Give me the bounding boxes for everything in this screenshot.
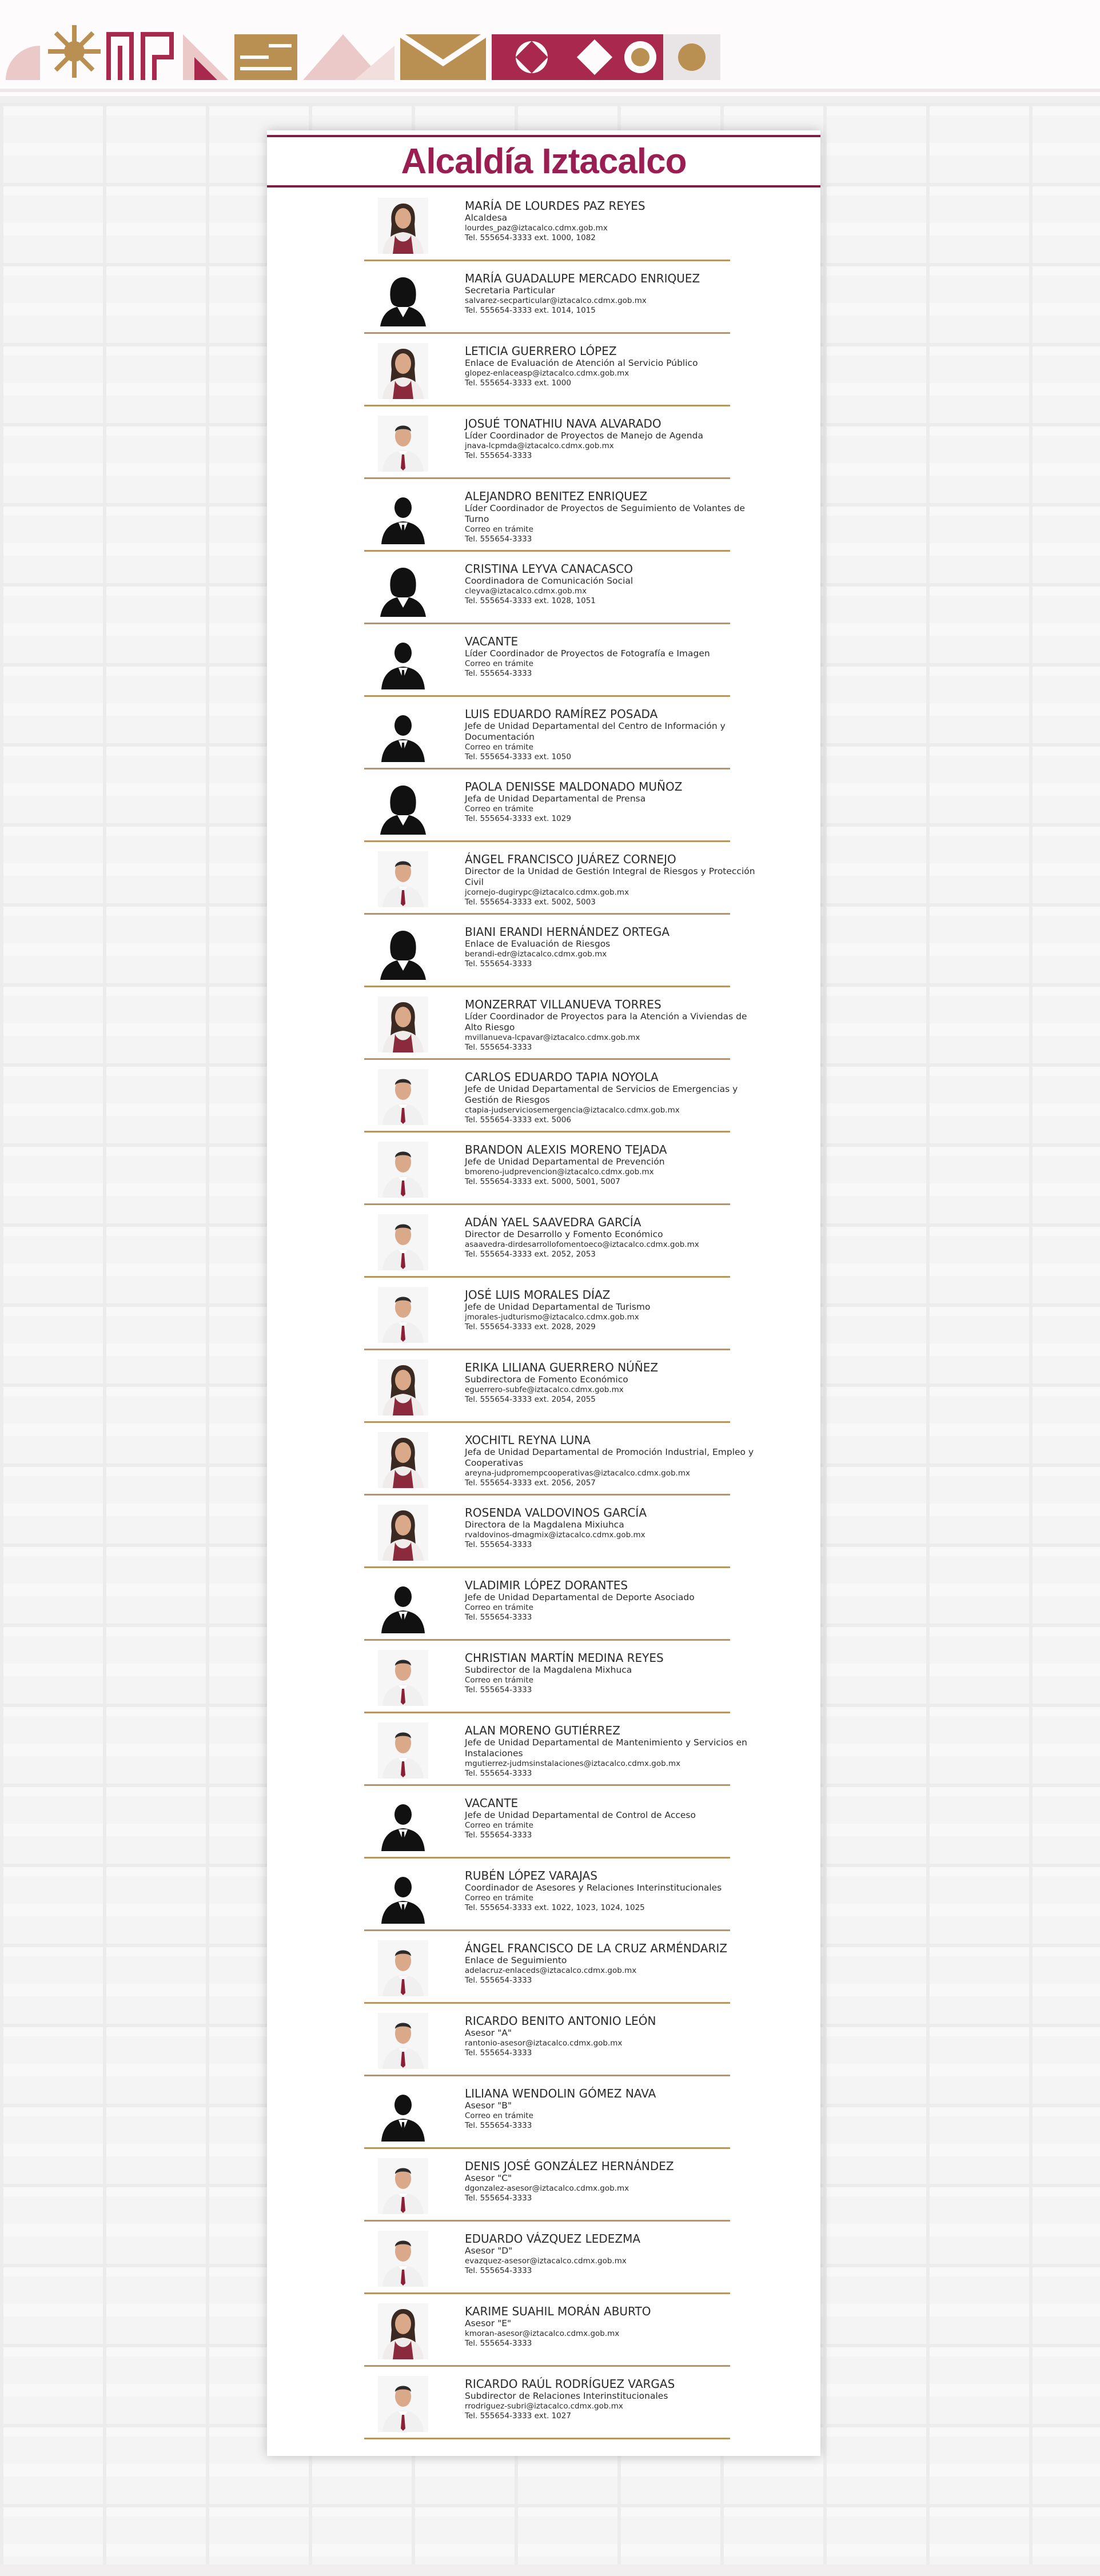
official-info <box>465 2304 762 2348</box>
footer-band <box>0 2565 1100 2576</box>
official-entry <box>364 624 730 697</box>
portrait-photo <box>378 2376 428 2432</box>
official-email[interactable]: kmoran-asesor@iztacalco.cdmx.gob.mx <box>465 2329 620 2338</box>
official-name: LUIS EDUARDO RAMÍREZ POSADA <box>465 707 658 721</box>
official-phone: Tel. 555654-3333 ext. 1029 <box>465 814 571 823</box>
official-role: Enlace de Seguimiento <box>465 1955 567 1965</box>
official-email[interactable]: Correo en trámite <box>465 2111 533 2120</box>
official-photo <box>378 561 428 617</box>
official-phone: Tel. 555654-3333 ext. 1050 <box>465 752 571 761</box>
official-name: MONZERRAT VILLANUEVA TORRES <box>465 998 661 1011</box>
official-photo <box>378 343 428 399</box>
official-photo <box>378 1868 428 1924</box>
portrait-photo <box>378 1287 428 1343</box>
portrait-photo <box>378 996 428 1052</box>
official-info <box>465 1143 762 1187</box>
official-photo <box>378 2303 428 2359</box>
official-role: Subdirectora de Fomento Económico <box>465 1374 628 1385</box>
official-role: Asesor "B" <box>465 2100 512 2111</box>
official-photo <box>378 996 428 1052</box>
female-silhouette-icon <box>378 561 428 617</box>
official-entry <box>364 1133 730 1205</box>
official-phone: Tel. 555654-3333 ext. 5000, 5001, 5007 <box>465 1177 620 1186</box>
official-photo <box>378 706 428 762</box>
official-name: CARLOS EDUARDO TAPIA NOYOLA <box>465 1070 659 1084</box>
official-entry <box>364 1786 730 1859</box>
male-silhouette-icon <box>378 633 428 689</box>
official-phone: Tel. 555654-3333 <box>465 2266 532 2275</box>
official-photo <box>378 851 428 907</box>
official-role: Jefa de Unidad Departamental de Promoción Industrial, Empleo y Cooperativas <box>465 1447 754 1468</box>
official-phone: Tel. 555654-3333 ext. 1027 <box>465 2411 571 2421</box>
official-photo <box>378 1142 428 1198</box>
official-info <box>465 1869 762 1913</box>
official-email[interactable]: jnava-lcpmda@iztacalco.cdmx.gob.mx <box>465 441 614 450</box>
official-name: RICARDO BENITO ANTONIO LEÓN <box>465 2014 656 2028</box>
official-email[interactable]: berandi-edr@iztacalco.cdmx.gob.mx <box>465 950 607 959</box>
official-phone: Tel. 555654-3333 <box>465 535 532 544</box>
portrait-photo <box>378 2303 428 2359</box>
official-photo <box>378 1287 428 1343</box>
official-email[interactable]: Correo en trámite <box>465 1676 533 1685</box>
official-role: Jefe de Unidad Departamental de Prevención <box>465 1157 665 1167</box>
official-entry <box>364 1859 730 1931</box>
official-role: Asesor "A" <box>465 2028 512 2038</box>
official-entry <box>364 1641 730 1713</box>
official-entry <box>364 1713 747 1786</box>
official-role: Jefa de Unidad Departamental de Prensa <box>465 793 646 804</box>
male-silhouette-icon <box>378 2085 428 2142</box>
portrait-photo <box>378 1432 428 1488</box>
official-photo <box>378 2158 428 2214</box>
banner-pattern <box>0 0 1100 86</box>
official-role: Líder Coordinador de Proyectos de Fotografía e Imagen <box>465 648 710 659</box>
official-info <box>465 2014 762 2058</box>
official-role: Subdirector de Relaciones Interinstitucionales <box>465 2391 668 2401</box>
official-role: Jefe de Unidad Departamental de Deporte Asociado <box>465 1592 695 1602</box>
official-photo <box>378 924 428 980</box>
official-email[interactable]: Correo en trámite <box>465 1603 533 1612</box>
portrait-photo <box>378 416 428 472</box>
official-name: VACANTE <box>465 1796 519 1810</box>
official-entry <box>364 406 730 479</box>
male-silhouette-icon <box>378 1868 428 1924</box>
portrait-photo <box>378 2158 428 2214</box>
official-info <box>465 2232 762 2276</box>
portrait-photo <box>378 1722 428 1779</box>
official-email[interactable]: mvillanueva-lcpavar@iztacalco.cdmx.gob.mx <box>465 1033 640 1042</box>
female-silhouette-icon <box>378 270 428 326</box>
official-photo <box>378 1722 428 1779</box>
official-email[interactable]: jmorales-judturismo@iztacalco.cdmx.gob.mx <box>465 1313 639 1322</box>
official-phone: Tel. 555654-3333 <box>465 1769 532 1778</box>
official-photo <box>378 488 428 544</box>
official-name: ALEJANDRO BENITEZ ENRIQUEZ <box>465 489 648 503</box>
official-entry <box>364 2222 730 2294</box>
official-phone: Tel. 555654-3333 <box>465 2339 532 2348</box>
official-email[interactable]: glopez-enlaceasp@iztacalco.cdmx.gob.mx <box>465 369 629 378</box>
portrait-photo <box>378 2231 428 2287</box>
official-photo <box>378 416 428 472</box>
official-phone: Tel. 555654-3333 <box>465 959 532 968</box>
official-phone: Tel. 555654-3333 <box>465 1831 532 1840</box>
official-phone: Tel. 555654-3333 <box>465 1685 532 1694</box>
official-photo <box>378 2085 428 2142</box>
portrait-photo <box>378 1214 428 1270</box>
official-phone: Tel. 555654-3333 ext. 2054, 2055 <box>465 1395 596 1404</box>
official-phone: Tel. 555654-3333 ext. 5006 <box>465 1115 571 1124</box>
official-name: ÁNGEL FRANCISCO JUÁREZ CORNEJO <box>465 852 676 866</box>
official-entry <box>364 2149 730 2222</box>
official-info <box>465 199 762 243</box>
official-entry <box>364 479 745 552</box>
official-name: BIANI ERANDI HERNÁNDEZ ORTEGA <box>465 925 670 939</box>
official-photo <box>378 1069 428 1125</box>
official-name: MARÍA GUADALUPE MERCADO ENRIQUEZ <box>465 272 700 285</box>
official-role: Jefe de Unidad Departamental de Mantenimiento y Servicios en Instalaciones <box>465 1737 747 1758</box>
official-role: Jefe de Unidad Departamental de Servicios de Emergencias y Gestión de Riesgos <box>465 1084 738 1105</box>
official-entry <box>364 2076 730 2149</box>
official-name: EDUARDO VÁZQUEZ LEDEZMA <box>465 2232 641 2246</box>
official-info <box>465 1578 762 1622</box>
portrait-photo <box>378 198 428 254</box>
official-email[interactable]: Correo en trámite <box>465 804 533 814</box>
official-email[interactable]: mgutierrez-judmsinstalaciones@iztacalco.cdmx.gob.mx <box>465 1759 681 1768</box>
title-rule-bottom <box>267 185 820 188</box>
official-phone: Tel. 555654-3333 ext. 5002, 5003 <box>465 898 596 907</box>
official-photo <box>378 1432 428 1488</box>
official-phone: Tel. 555654-3333 ext. 2056, 2057 <box>465 1478 596 1488</box>
official-email[interactable]: rvaldovinos-dmagmix@iztacalco.cdmx.gob.mx <box>465 1530 645 1540</box>
portrait-photo <box>378 1359 428 1415</box>
title-rule-top <box>267 135 820 137</box>
officials-list <box>364 189 755 2439</box>
official-role: Asesor "C" <box>465 2173 512 2183</box>
portrait-photo <box>378 1940 428 1996</box>
official-email[interactable]: adelacruz-enlaceds@iztacalco.cdmx.gob.mx <box>465 1966 637 1975</box>
official-photo <box>378 270 428 326</box>
official-info <box>465 1506 762 1550</box>
official-name: ÁNGEL FRANCISCO DE LA CRUZ ARMÉNDARIZ <box>465 1941 728 1955</box>
official-email[interactable]: Correo en trámite <box>465 743 533 752</box>
official-phone: Tel. 555654-3333 <box>465 1613 532 1622</box>
official-info <box>465 2377 762 2421</box>
page-title: Alcaldía Iztacalco <box>401 142 687 181</box>
official-role: Líder Coordinador de Proyectos de Manejo de Agenda <box>465 430 703 441</box>
official-name: LETICIA GUERRERO LÓPEZ <box>465 344 617 358</box>
official-phone: Tel. 555654-3333 <box>465 2048 532 2057</box>
official-photo <box>378 633 428 689</box>
official-name: ALAN MORENO GUTIÉRREZ <box>465 1724 620 1737</box>
official-role: Enlace de Evaluación de Atención al Servicio Público <box>465 358 698 368</box>
official-role: Coordinadora de Comunicación Social <box>465 576 633 586</box>
official-phone: Tel. 555654-3333 ext. 1000 <box>465 378 571 388</box>
official-entry <box>364 261 730 334</box>
official-info <box>465 707 762 762</box>
official-name: PAOLA DENISSE MALDONADO MUÑOZ <box>465 780 683 793</box>
official-name: ADÁN YAEL SAAVEDRA GARCÍA <box>465 1215 641 1229</box>
official-name: CHRISTIAN MARTÍN MEDINA REYES <box>465 1651 664 1665</box>
official-photo <box>378 1214 428 1270</box>
official-name: MARÍA DE LOURDES PAZ REYES <box>465 199 645 213</box>
female-silhouette-icon <box>378 779 428 835</box>
official-photo <box>378 2376 428 2432</box>
official-photo <box>378 1650 428 1706</box>
portrait-photo <box>378 1505 428 1561</box>
official-info <box>465 417 762 461</box>
official-phone: Tel. 555654-3333 <box>465 2121 532 2130</box>
official-email[interactable]: Correo en trámite <box>465 525 533 534</box>
official-entry <box>364 1568 730 1641</box>
official-name: RICARDO RAÚL RODRÍGUEZ VARGAS <box>465 2377 675 2391</box>
official-phone: Tel. 555654-3333 ext. 2052, 2053 <box>465 1250 596 1259</box>
official-email[interactable]: jcornejo-dugirypc@iztacalco.cdmx.gob.mx <box>465 888 629 897</box>
official-email[interactable]: eguerrero-subfe@iztacalco.cdmx.gob.mx <box>465 1385 624 1394</box>
official-entry <box>364 2294 730 2367</box>
official-entry <box>364 1496 730 1568</box>
official-info <box>465 1288 762 1332</box>
official-email[interactable]: salvarez-secparticular@iztacalco.cdmx.gob.mx <box>465 296 647 305</box>
official-name: VLADIMIR LÓPEZ DORANTES <box>465 1578 628 1592</box>
official-email[interactable]: bmoreno-judprevencion@iztacalco.cdmx.gob.mx <box>465 1167 654 1177</box>
male-silhouette-icon <box>378 706 428 762</box>
official-info <box>465 562 762 606</box>
official-role: Asesor "E" <box>465 2318 512 2328</box>
official-email[interactable]: rantonio-asesor@iztacalco.cdmx.gob.mx <box>465 2039 623 2048</box>
portrait-photo <box>378 1650 428 1706</box>
official-email[interactable]: lourdes_paz@iztacalco.cdmx.gob.mx <box>465 224 608 233</box>
official-role: Secretaria Particular <box>465 285 555 296</box>
portrait-photo <box>378 2013 428 2069</box>
official-name: XOCHITL REYNA LUNA <box>465 1433 591 1447</box>
official-info <box>465 344 762 388</box>
official-entry <box>364 2367 730 2439</box>
official-info <box>465 1215 762 1259</box>
official-entry <box>364 1931 730 2004</box>
official-info <box>465 925 762 969</box>
official-photo <box>378 2013 428 2069</box>
official-photo <box>378 1940 428 1996</box>
official-name: RUBÉN LÓPEZ VARAJAS <box>465 1869 597 1883</box>
official-entry <box>364 697 730 769</box>
official-info <box>465 852 762 907</box>
directory-card <box>267 130 820 2456</box>
official-email[interactable]: Correo en trámite <box>465 659 533 668</box>
official-role: Director de Desarrollo y Fomento Económico <box>465 1229 663 1239</box>
portrait-photo <box>378 1142 428 1198</box>
male-silhouette-icon <box>378 1577 428 1633</box>
official-phone: Tel. 555654-3333 <box>465 1043 532 1052</box>
official-info <box>465 780 762 824</box>
official-photo <box>378 779 428 835</box>
male-silhouette-icon <box>378 488 428 544</box>
official-role: Enlace de Evaluación de Riesgos <box>465 939 611 949</box>
official-email[interactable]: dgonzalez-asesor@iztacalco.cdmx.gob.mx <box>465 2184 629 2193</box>
official-role: Asesor "D" <box>465 2246 513 2256</box>
banner-divider <box>0 89 1100 92</box>
official-email[interactable]: rrodriguez-subri@iztacalco.cdmx.gob.mx <box>465 2402 623 2411</box>
official-entry <box>364 1205 730 1278</box>
official-role: Jefe de Unidad Departamental de Control de Acceso <box>465 1810 696 1820</box>
official-photo <box>378 1359 428 1415</box>
official-name: KARIME SUAHIL MORÁN ABURTO <box>465 2304 651 2318</box>
official-info <box>465 1724 762 1779</box>
official-role: Subdirector de la Magdalena Mixhuca <box>465 1665 632 1675</box>
official-info <box>465 998 762 1052</box>
portrait-photo <box>378 1069 428 1125</box>
official-entry <box>364 1278 730 1350</box>
decorative-banner <box>0 0 1100 103</box>
official-info <box>465 1070 762 1125</box>
official-name: VACANTE <box>465 635 519 648</box>
official-entry <box>364 915 730 987</box>
official-info <box>465 1651 762 1695</box>
official-info <box>465 489 762 544</box>
official-entry <box>364 334 730 406</box>
official-entry <box>364 769 730 842</box>
official-entry <box>364 552 730 624</box>
official-name: LILIANA WENDOLIN GÓMEZ NAVA <box>465 2087 656 2100</box>
official-info <box>465 635 762 679</box>
female-silhouette-icon <box>378 924 428 980</box>
official-entry <box>364 189 730 261</box>
official-info <box>465 272 762 316</box>
official-photo <box>378 1577 428 1633</box>
official-entry <box>364 1060 738 1133</box>
official-phone: Tel. 555654-3333 <box>465 451 532 460</box>
official-role: Coordinador de Asesores y Relaciones Interinstitucionales <box>465 1883 722 1893</box>
official-name: ROSENDA VALDOVINOS GARCÍA <box>465 1506 647 1520</box>
official-email[interactable]: asaavedra-dirdesarrollofomentoeco@iztacalco.cdmx.gob.mx <box>465 1240 699 1249</box>
official-role: Jefe de Unidad Departamental del Centro de Información y Documentación <box>465 721 726 742</box>
official-phone: Tel. 555654-3333 ext. 2028, 2029 <box>465 1322 596 1331</box>
official-photo <box>378 198 428 254</box>
portrait-photo <box>378 851 428 907</box>
official-phone: Tel. 555654-3333 ext. 1014, 1015 <box>465 306 596 315</box>
male-silhouette-icon <box>378 1795 428 1851</box>
official-name: DENIS JOSÉ GONZÁLEZ HERNÁNDEZ <box>465 2159 674 2173</box>
official-name: BRANDON ALEXIS MORENO TEJADA <box>465 1143 667 1157</box>
official-info <box>465 2087 762 2131</box>
official-phone: Tel. 555654-3333 ext. 1028, 1051 <box>465 596 596 605</box>
official-phone: Tel. 555654-3333 ext. 1000, 1082 <box>465 233 596 242</box>
official-info <box>465 2159 762 2203</box>
official-name: CRISTINA LEYVA CANACASCO <box>465 562 633 576</box>
official-info <box>465 1941 762 1985</box>
official-email[interactable]: Correo en trámite <box>465 1821 533 1830</box>
official-role: Jefe de Unidad Departamental de Turismo <box>465 1302 651 1312</box>
official-phone: Tel. 555654-3333 <box>465 669 532 678</box>
official-name: JOSÉ LUIS MORALES DÍAZ <box>465 1288 611 1302</box>
official-email[interactable]: Correo en trámite <box>465 1893 533 1903</box>
official-info <box>465 1361 762 1405</box>
official-email[interactable]: ctapia-judserviciosemergencia@iztacalco.cdmx.gob.mx <box>465 1106 680 1115</box>
official-name: JOSUÉ TONATHIU NAVA ALVARADO <box>465 417 661 430</box>
official-role: Líder Coordinador de Proyectos para la Atención a Viviendas de Alto Riesgo <box>465 1011 747 1032</box>
official-entry <box>364 1350 730 1423</box>
official-info <box>465 1796 762 1840</box>
official-role: Director de la Unidad de Gestión Integral de Riesgos y Protección Civil <box>465 866 755 887</box>
official-email[interactable]: cleyva@iztacalco.cdmx.gob.mx <box>465 587 587 596</box>
official-email[interactable]: areyna-judpromempcooperativas@iztacalco.cdmx.gob.mx <box>465 1469 690 1478</box>
official-role: Alcaldesa <box>465 213 508 223</box>
official-name: ERIKA LILIANA GUERRERO NÚÑEZ <box>465 1361 659 1374</box>
official-phone: Tel. 555654-3333 <box>465 2194 532 2203</box>
official-entry <box>364 987 747 1060</box>
official-phone: Tel. 555654-3333 ext. 1022, 1023, 1024, 1025 <box>465 1903 645 1912</box>
official-role: Directora de la Magdalena Mixiuhca <box>465 1520 624 1530</box>
official-photo <box>378 2231 428 2287</box>
portrait-photo <box>378 343 428 399</box>
official-entry <box>364 1423 754 1496</box>
official-phone: Tel. 555654-3333 <box>465 1976 532 1985</box>
official-photo <box>378 1505 428 1561</box>
official-info <box>465 1433 762 1488</box>
official-email[interactable]: evazquez-asesor@iztacalco.cdmx.gob.mx <box>465 2256 627 2266</box>
official-role: Líder Coordinador de Proyectos de Seguimiento de Volantes de Turno <box>465 503 745 524</box>
official-photo <box>378 1795 428 1851</box>
official-phone: Tel. 555654-3333 <box>465 1540 532 1549</box>
official-entry <box>364 842 755 915</box>
official-entry <box>364 2004 730 2076</box>
banner-divider-light <box>0 96 1100 103</box>
